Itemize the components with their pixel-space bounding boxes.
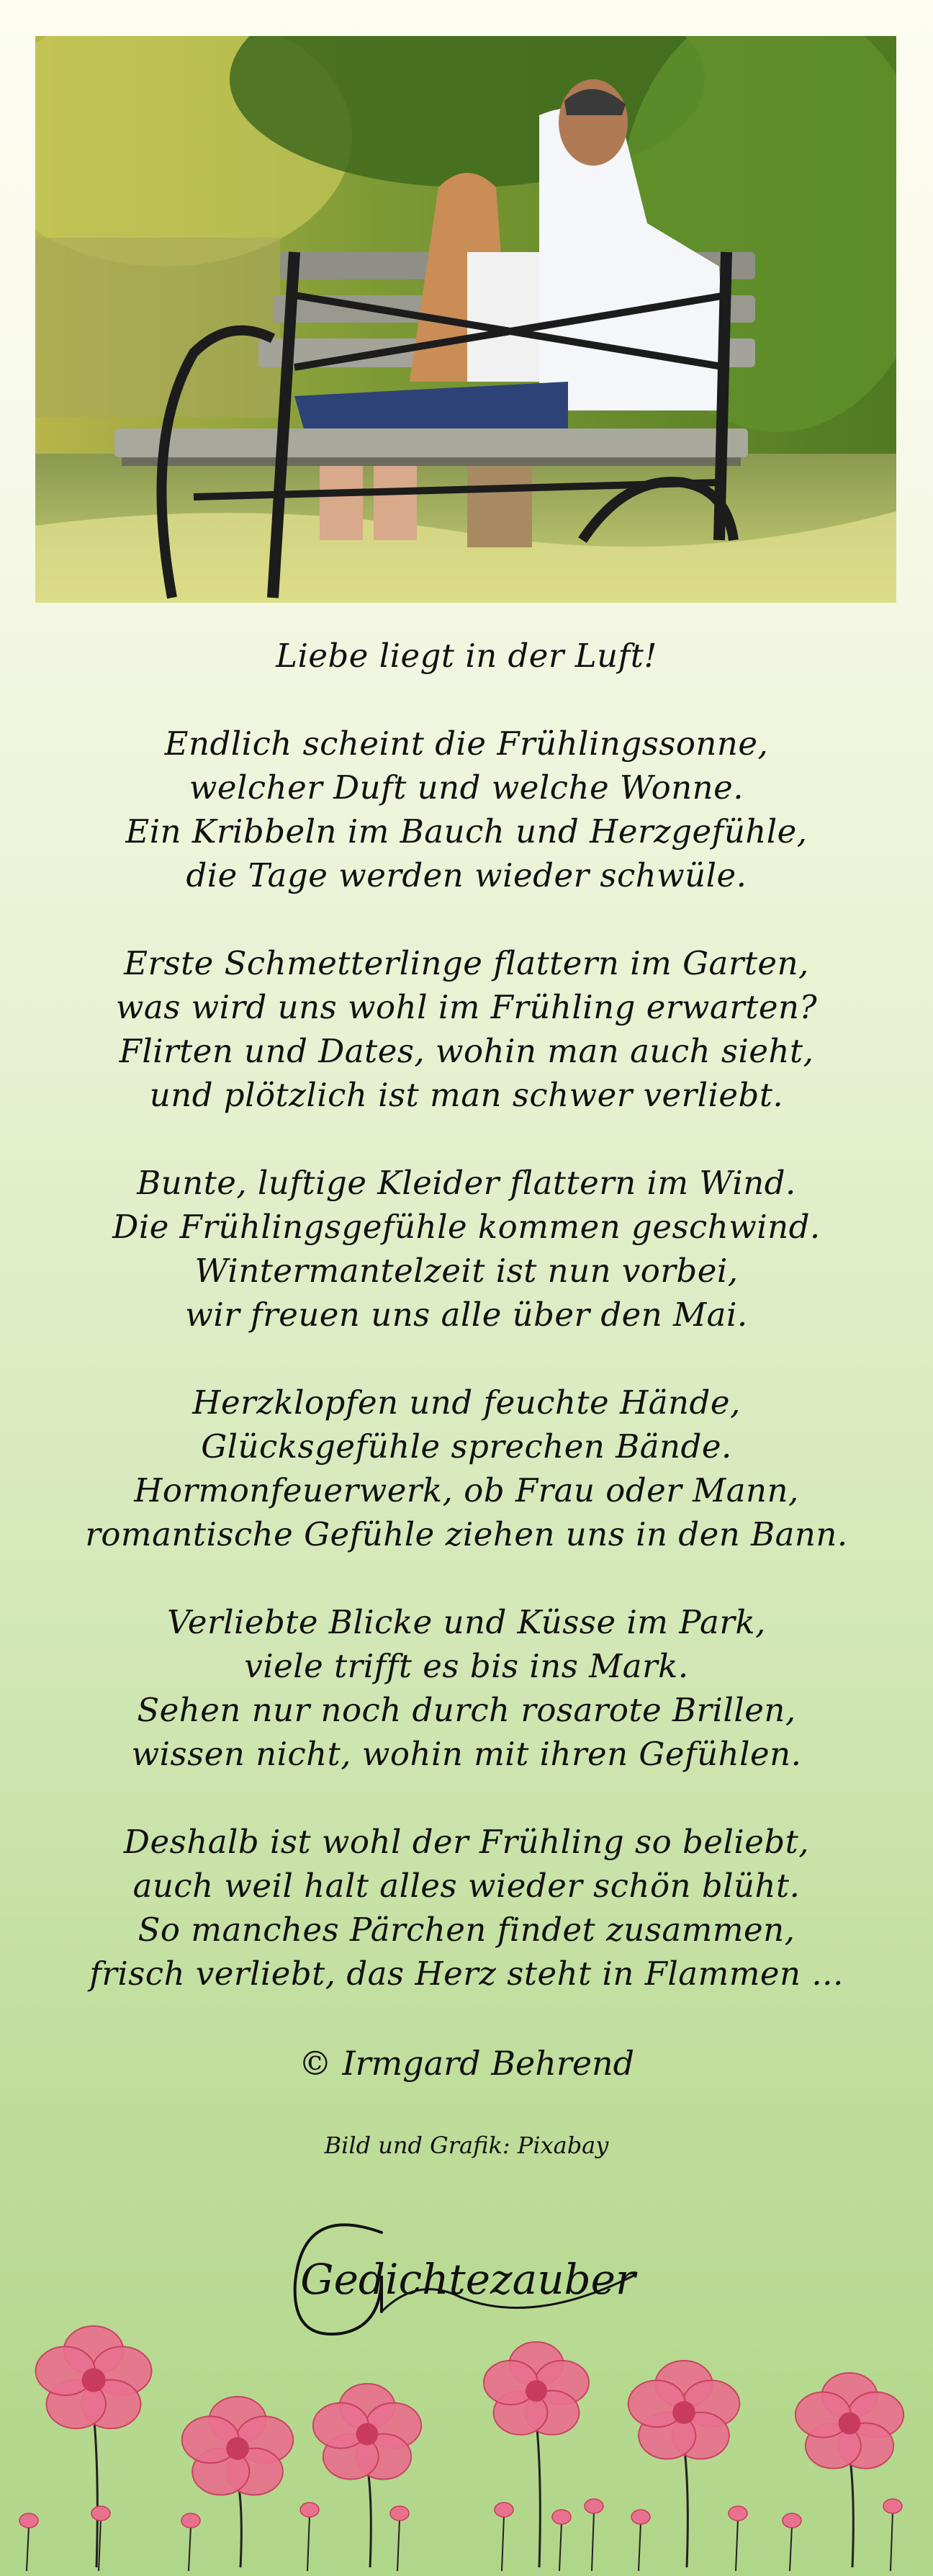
poem-stanza bbox=[0, 1381, 933, 1556]
poem-stanza bbox=[0, 722, 933, 897]
flower-bud bbox=[585, 2499, 603, 2571]
poem-line: Bunte, luftige Kleider flattern im Wind. bbox=[137, 1164, 796, 1202]
flower-pink bbox=[795, 2373, 903, 2567]
flower-pink bbox=[36, 2326, 152, 2567]
image-credits: Bild und Grafik: Pixabay bbox=[324, 2132, 609, 2159]
poem-stanza bbox=[0, 1820, 933, 1996]
poem-line: auch weil halt alles wieder schön blüht. bbox=[132, 1867, 801, 1905]
poem-stanza bbox=[0, 941, 933, 1117]
poem-stanza bbox=[0, 1161, 933, 1337]
flower-bud bbox=[91, 2506, 110, 2571]
poem-line: Glücksgefühle sprechen Bände. bbox=[201, 1427, 732, 1466]
flower-bud bbox=[783, 2513, 801, 2571]
poem-line: romantische Gefühle ziehen uns in den Bann. bbox=[85, 1515, 848, 1553]
flower-bud bbox=[729, 2506, 747, 2571]
poem-line: frisch verliebt, das Herz steht in Flammen ... bbox=[89, 1955, 844, 1993]
poem-line: wissen nicht, wohin mit ihren Gefühlen. bbox=[131, 1735, 802, 1773]
poem-line: Sehen nur noch durch rosarote Brillen, bbox=[137, 1691, 796, 1729]
poem-line: welcher Duft und welche Wonne. bbox=[189, 768, 744, 807]
flower-bud bbox=[552, 2510, 571, 2571]
poem-line: die Tage werden wieder schwüle. bbox=[186, 856, 747, 894]
logo-text: Gedichtezauber bbox=[300, 2255, 636, 2304]
poem-line: Hormonfeuerwerk, ob Frau oder Mann, bbox=[134, 1471, 799, 1509]
flower-bud bbox=[390, 2506, 409, 2571]
poem-line: wir freuen uns alle über den Mai. bbox=[185, 1296, 748, 1334]
poem-line: Ein Kribbeln im Bauch und Herzgefühle, bbox=[125, 812, 808, 851]
poem-line: und plötzlich ist man schwer verliebt. bbox=[149, 1076, 784, 1114]
flower-bud bbox=[495, 2503, 513, 2571]
flower-pink bbox=[182, 2397, 294, 2567]
flower-pink bbox=[484, 2342, 589, 2567]
flower-pink bbox=[313, 2384, 421, 2567]
flower-bud bbox=[181, 2513, 200, 2571]
copyright-notice: © Irmgard Behrend bbox=[298, 2044, 635, 2083]
poem-line: Wintermantelzeit ist nun vorbei, bbox=[194, 1252, 739, 1290]
poem-line: Endlich scheint die Frühlingssonne, bbox=[164, 724, 769, 763]
flower-bud bbox=[19, 2513, 38, 2571]
poem-line: viele trifft es bis ins Mark. bbox=[244, 1647, 689, 1685]
flower-pink bbox=[628, 2361, 740, 2567]
flower-bud bbox=[883, 2499, 902, 2571]
flower-bud bbox=[631, 2510, 650, 2571]
photo-illustration bbox=[35, 36, 896, 603]
poem-line: Herzklopfen und feuchte Hände, bbox=[192, 1383, 741, 1422]
poem bbox=[0, 634, 933, 2039]
poem-line: So manches Pärchen findet zusammen, bbox=[138, 1911, 795, 1949]
poem-line: was wird uns wohl im Frühling erwarten? bbox=[115, 988, 818, 1026]
poem-line: Verliebte Blicke und Küsse im Park, bbox=[167, 1603, 766, 1641]
poem-stanza bbox=[0, 1600, 933, 1776]
poem-line: Deshalb ist wohl der Frühling so beliebt, bbox=[123, 1823, 810, 1861]
poem-line: Erste Schmetterlinge flattern im Garten, bbox=[124, 944, 809, 982]
poem-line: Flirten und Dates, wohin man auch sieht, bbox=[119, 1032, 814, 1070]
couple-bench-photo bbox=[35, 36, 896, 603]
poem-title: Liebe liegt in der Luft! bbox=[276, 637, 657, 675]
poem-line: Die Frühlingsgefühle kommen geschwind. bbox=[112, 1208, 821, 1246]
flower-border-illustration bbox=[0, 2323, 933, 2576]
flower-bud bbox=[300, 2503, 319, 2571]
